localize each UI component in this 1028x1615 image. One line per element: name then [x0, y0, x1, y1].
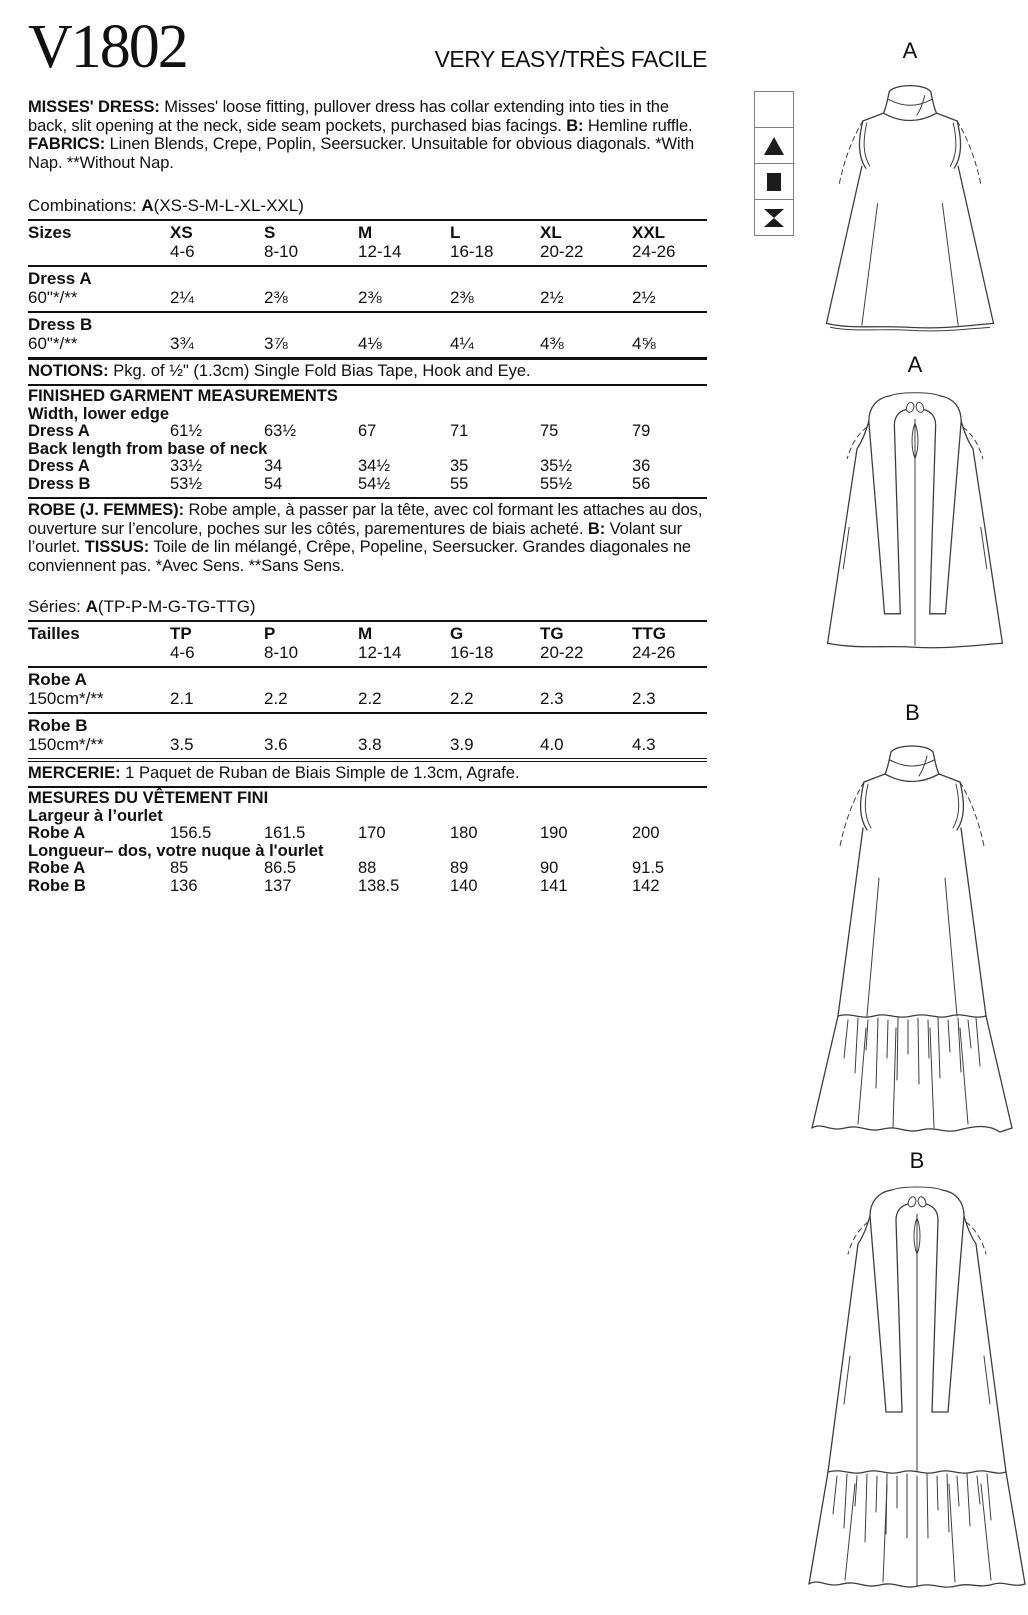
header-cell: TG: [540, 624, 564, 643]
cell: 3¾: [170, 334, 194, 353]
row-label: Dress A: [28, 422, 90, 440]
view-a-back-figure: [810, 352, 1020, 660]
cell: 16-18: [450, 643, 494, 662]
difficulty-label: VERY EASY/TRÈS FACILE: [434, 46, 707, 72]
cell: 4-6: [170, 242, 195, 261]
size-letters-row: [28, 223, 707, 242]
dress-a-front-drawing: [805, 66, 1015, 346]
row-label: Dress B: [28, 315, 93, 334]
cell-empty: [28, 643, 170, 662]
section-title: MESURES DU VÊTEMENT FINI: [28, 789, 269, 807]
header-cell: Tailles: [28, 624, 80, 643]
series-line: [28, 597, 707, 620]
cell: 2¼: [170, 288, 194, 307]
cell: 2.3: [632, 689, 656, 708]
row-label: Robe B: [28, 716, 88, 735]
fabric-width: 60"*/**: [28, 288, 78, 307]
combinations-sizes: (XS-S-M-L-XL-XXL): [153, 196, 304, 215]
row-label: Dress A: [28, 269, 92, 288]
description-en-view-b-text: Hemline ruffle.: [583, 116, 693, 135]
table-row: [28, 735, 707, 754]
description-en-view-b: B:: [566, 116, 584, 135]
cell: 3.8: [358, 735, 382, 754]
notions-label: NOTIONS:: [28, 362, 109, 380]
series-sizes: (TP-P-M-G-TG-TTG): [97, 597, 256, 616]
view-label: A: [902, 38, 918, 63]
measure-label: Longueur– dos, votre nuque à l'ourlet: [28, 841, 324, 860]
cell: 63½: [264, 422, 297, 440]
dress-a-back-drawing: [810, 380, 1020, 660]
description-fr-view-b-text: Volant sur l’ourlet.: [28, 519, 683, 556]
cell: 4⅛: [358, 334, 382, 353]
rating-triangle-icon: [755, 128, 793, 164]
cell: 142: [632, 876, 660, 895]
mercerie-line: [28, 758, 707, 788]
cell: 180: [450, 824, 478, 842]
cell: 90: [540, 859, 559, 877]
header-cell: TP: [170, 624, 192, 643]
cell: 4⅜: [540, 334, 564, 353]
cell: 34: [264, 457, 283, 475]
finished-measurements-fr: [28, 788, 707, 899]
cell: 54: [264, 474, 283, 493]
cell: 54½: [358, 474, 391, 493]
cell: 4¼: [450, 334, 474, 353]
dress-b-yardage: [28, 313, 707, 357]
cell: 156.5: [170, 824, 212, 842]
cell: 3.9: [450, 735, 474, 754]
fabric-width: 60"*/**: [28, 334, 78, 353]
table-row: [28, 458, 707, 476]
cell: 2.2: [358, 689, 382, 708]
size-letters-row: [28, 624, 707, 643]
header-cell: Sizes: [28, 223, 72, 242]
cell: 86.5: [264, 859, 297, 877]
cell: 89: [450, 859, 469, 877]
description-en-fabrics: FABRICS:: [28, 135, 106, 153]
view-b-front-figure: [800, 700, 1025, 1140]
cell: 56: [632, 474, 651, 493]
cell: 88: [358, 859, 377, 877]
cell: 2.2: [264, 689, 288, 708]
cell: 67: [358, 422, 377, 440]
cell: 20-22: [540, 242, 584, 261]
header-cell: S: [264, 223, 276, 242]
cell: 190: [540, 824, 568, 842]
cell-empty: [28, 242, 170, 261]
table-row: [28, 476, 707, 494]
table-row: [28, 878, 707, 896]
view-label: B: [909, 1148, 925, 1173]
cell: 2⅜: [358, 288, 382, 307]
row-label: Dress B: [28, 474, 91, 493]
row-label: Robe A: [28, 859, 86, 877]
rating-square-icon: [755, 164, 793, 200]
cell: 2⅜: [450, 288, 474, 307]
cell: 2.1: [170, 689, 194, 708]
view-label: A: [907, 352, 923, 377]
cell: 71: [450, 422, 469, 440]
cell: 35½: [540, 457, 573, 475]
cell: 8-10: [264, 643, 299, 662]
header-cell: G: [450, 624, 464, 643]
cell: 4-6: [170, 643, 195, 662]
cell: 85: [170, 859, 189, 877]
row-label: Robe A: [28, 670, 87, 689]
cell: 55: [450, 474, 469, 493]
cell: 8-10: [264, 242, 299, 261]
size-ranges-row: [28, 242, 707, 261]
cell: 12-14: [358, 242, 402, 261]
cell: 137: [264, 876, 292, 895]
measure-label: Back length from base of neck: [28, 439, 268, 458]
fabric-width: 150cm*/**: [28, 735, 104, 754]
measure-label: Largeur à l’ourlet: [28, 806, 163, 825]
header-cell: XXL: [632, 223, 666, 242]
header-cell: XL: [540, 223, 562, 242]
cell: 61½: [170, 422, 203, 440]
cell: 53½: [170, 474, 203, 493]
text-column: [28, 13, 707, 899]
cell: 16-18: [450, 242, 494, 261]
mercerie-text: 1 Paquet de Ruban de Biais Simple de 1.3cm, Agrafe.: [120, 764, 520, 782]
size-header-en: [28, 221, 707, 267]
cell: 24-26: [632, 242, 676, 261]
dress-a-yardage: [28, 267, 707, 313]
cell: 20-22: [540, 643, 584, 662]
row-label: Robe B: [28, 876, 86, 895]
cell: 75: [540, 422, 559, 440]
robe-b-yardage: [28, 714, 707, 758]
cell: 2.2: [450, 689, 474, 708]
row-label: Robe A: [28, 824, 86, 842]
cell: 3⅞: [264, 334, 288, 353]
combinations-view: A: [141, 196, 154, 215]
cell: 35: [450, 457, 469, 475]
mercerie-label: MERCERIE:: [28, 764, 121, 782]
size-header-fr: [28, 622, 707, 668]
notions-line: [28, 357, 707, 386]
rating-blank-icon: [755, 92, 793, 128]
fabric-width: 150cm*/**: [28, 689, 104, 708]
header-cell: P: [264, 624, 276, 643]
cell: 140: [450, 876, 478, 895]
combinations-line: [28, 196, 707, 219]
header-cell: M: [358, 223, 373, 242]
table-row: [28, 825, 707, 843]
measure-label: Width, lower edge: [28, 404, 170, 423]
description-en-lead: MISSES' DRESS:: [28, 98, 160, 116]
cell: 3.5: [170, 735, 194, 754]
description-fr-tissus: TISSUS:: [84, 538, 150, 556]
cell: 200: [632, 824, 660, 842]
series-label: Séries:: [28, 597, 86, 616]
description-fr-text: Robe ample, à passer par la tête, avec col formant les attaches au dos, ouverture sur l’encolure, poches sur les côtés, parementures de biais acheté.: [28, 501, 703, 538]
cell: 141: [540, 876, 568, 895]
header-cell: XS: [170, 223, 193, 242]
description-fr-view-b: B:: [587, 519, 606, 538]
size-ranges-row: [28, 643, 707, 662]
table-row: [28, 334, 707, 353]
description-fr-lead: ROBE (J. FEMMES):: [28, 501, 184, 519]
yardage-table-fr: [28, 620, 707, 758]
cell: 4⅝: [632, 334, 656, 353]
yardage-table-en: [28, 219, 707, 357]
dress-b-front-drawing: [800, 728, 1025, 1140]
pattern-number: V1802: [28, 13, 187, 81]
description-en-text: Misses' loose fitting, pullover dress has collar extending into ties in the back, slit opening at the neck, side seam pockets, purchased bias facings.: [28, 98, 669, 135]
row-label: Dress A: [28, 457, 90, 475]
description-english: [28, 98, 707, 172]
table-row: [28, 423, 707, 441]
view-label: B: [905, 700, 920, 725]
cell: 136: [170, 876, 198, 895]
table-row: [28, 860, 707, 878]
dress-b-back-drawing: [803, 1176, 1028, 1598]
section-title: FINISHED GARMENT MEASUREMENTS: [28, 387, 338, 405]
table-row: [28, 288, 707, 307]
cell: 170: [358, 824, 386, 842]
cell: 33½: [170, 457, 203, 475]
cell: 12-14: [358, 643, 402, 662]
sewing-rating-symbols: [754, 91, 794, 236]
table-row: [28, 689, 707, 708]
cell: 138.5: [358, 876, 400, 895]
cell: 3.6: [264, 735, 288, 754]
header-cell: M: [358, 624, 373, 643]
cell: 79: [632, 422, 651, 440]
header-cell: TTG: [632, 624, 666, 643]
rating-hourglass-icon: [755, 200, 793, 235]
combinations-label: Combinations:: [28, 196, 142, 215]
cell: 2½: [540, 288, 564, 307]
cell: 24-26: [632, 643, 676, 662]
cell: 2½: [632, 288, 656, 307]
cell: 2.3: [540, 689, 564, 708]
view-b-back-figure: [803, 1148, 1028, 1598]
cell: 4.0: [540, 735, 564, 754]
cell: 4.3: [632, 735, 656, 754]
finished-measurements-en: [28, 386, 707, 499]
cell: 36: [632, 457, 651, 475]
notions-text: Pkg. of ½" (1.3cm) Single Fold Bias Tape, Hook and Eye.: [108, 362, 531, 380]
cell: 2⅜: [264, 288, 288, 307]
description-en-fabrics-text: Linen Blends, Crepe, Poplin, Seersucker. Unsuitable for obvious diagonals. *With Nap. **Without Nap.: [28, 135, 695, 172]
cell: 161.5: [264, 824, 306, 842]
description-fr-tissus-text: Toile de lin mélangé, Crêpe, Popeline, Seersucker. Grandes diagonales ne conviennent pas. *Avec Sens. **Sans Sens.: [28, 538, 691, 575]
description-french: [28, 501, 707, 575]
cell: 91.5: [632, 859, 665, 877]
cell: 55½: [540, 474, 573, 493]
header-cell: L: [450, 223, 461, 242]
series-view: A: [85, 597, 98, 616]
cell: 34½: [358, 457, 391, 475]
view-a-front-figure: [805, 38, 1015, 346]
robe-a-yardage: [28, 668, 707, 714]
